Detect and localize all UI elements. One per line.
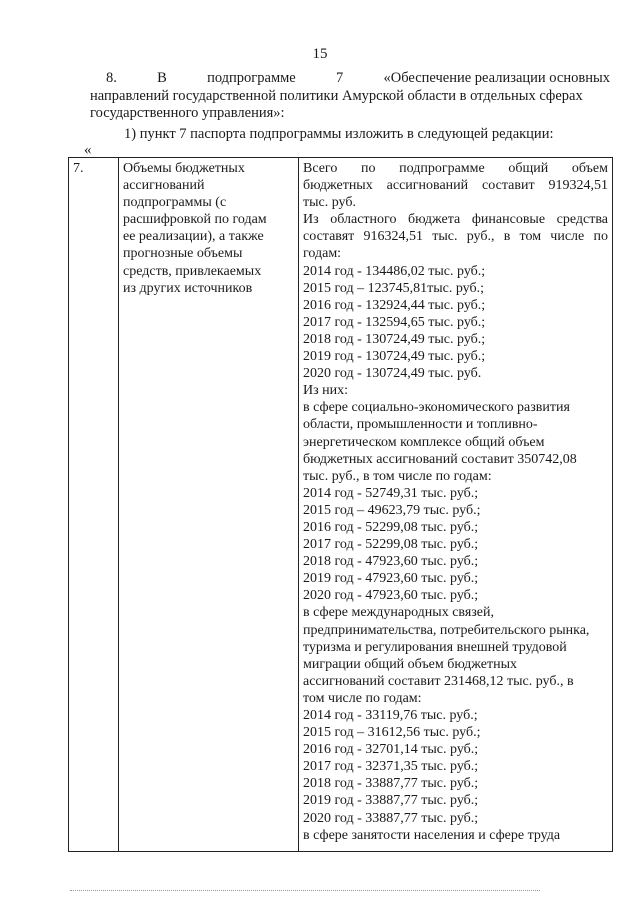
row-number: 7. [69,158,119,852]
description-line: в сфере социально-экономического развития [303,400,570,416]
name-line: подпрограммы (с [123,195,227,211]
word: 7 [336,70,344,86]
name-line: ее реализации), а также [123,229,264,245]
description-line: 2017 год - 52299,08 тыс. руб.; [303,537,479,553]
description-line: ассигнований составит 231468,12 тыс. руб., в [303,673,574,689]
name-line: расшифровкой по годам [123,212,267,228]
word: В [157,70,167,86]
description-line: 2020 год - 47923,60 тыс. руб.; [303,588,479,604]
description-line: бюджетных ассигнований составит 919324,51 [303,178,608,194]
page-number: 15 [312,46,328,62]
description-line: 2014 год - 33119,76 тыс. руб.; [303,708,478,723]
description-line: 2014 год - 52749,31 тыс. руб.; [303,485,479,501]
opening-quote: « [84,142,92,158]
word: объем [571,161,608,176]
table-row [69,158,613,852]
description-line: тыс. руб., в том числе по годам: [303,468,492,484]
name-line: ассигнований [123,178,205,194]
description-line: 2018 год - 47923,60 тыс. руб.; [303,554,479,570]
description-line: энергетическом комплексе общий объем [303,434,545,450]
row-name-cell [119,158,299,852]
description-line: 2016 год - 132924,44 тыс. руб.; [303,297,486,313]
description-line: 2019 год - 33887,77 тыс. руб.; [303,793,479,809]
description-line: 2018 год - 130724,49 тыс. руб.; [303,331,486,347]
description-line: составят 916324,51 тыс. руб., в том числе по [303,229,608,245]
description-line: бюджетных ассигнований составит 350742,08 [303,451,577,467]
description-line: 2019 год - 130724,49 тыс. руб.; [303,349,486,365]
bottom-divider [70,890,540,891]
description-line [303,160,608,177]
description-line: 2017 год - 32371,35 тыс. руб.; [303,759,479,775]
word: общий [508,161,549,176]
description-line: 2020 год - 33887,77 тыс. руб.; [303,810,479,826]
description-line: 2017 год - 132594,65 тыс. руб.; [303,314,486,330]
word: подпрограмме [399,161,485,176]
name-line: средств, привлекаемых [123,263,262,279]
description-line: 2016 год - 52299,08 тыс. руб.; [303,519,479,535]
row-description-cell [299,158,613,852]
description-line: годам: [303,246,342,262]
word: по [360,161,376,176]
paragraph-8-line-1 [106,70,610,87]
word: 8. [106,70,117,86]
description-line: миграции общий объем бюджетных [303,656,517,672]
passport-table [68,157,613,852]
paragraph-8-line-3: государственного управления»: [90,105,285,121]
description-line: 2018 год - 33887,77 тыс. руб.; [303,776,479,792]
description-line: 2015 год – 49623,79 тыс. руб.; [303,502,481,518]
description-line: 2015 год – 31612,56 тыс. руб.; [303,725,481,741]
word: подпрограмме [207,70,296,86]
name-line: Объемы бюджетных [123,161,245,176]
description-line: 2015 год – 123745,81тыс. руб.; [303,280,484,296]
word: Всего [303,161,338,176]
description-line: туризма и регулирования внешней трудовой [303,639,567,655]
description-line: в сфере занятости населения и сфере труда [303,827,561,843]
description-line: тыс. руб. [303,195,356,211]
subparagraph-1: 1) пункт 7 паспорта подпрограммы изложить в следующей редакции: [124,126,554,142]
description-line: 2019 год - 47923,60 тыс. руб.; [303,571,479,587]
description-line: том числе по годам: [303,690,422,706]
description-line: 2014 год - 134486,02 тыс. руб.; [303,263,486,279]
description-line: Из областного бюджета финансовые средства [303,212,608,228]
description-line: области, промышленности и топливно- [303,417,538,433]
name-line: прогнозные объемы [123,246,243,262]
description-line: Из них: [303,383,349,399]
description-line: 2020 год - 130724,49 тыс. руб. [303,366,482,382]
name-line: из других источников [123,280,253,296]
description-line: в сфере международных связей, [303,605,495,621]
description-line: 2016 год - 32701,14 тыс. руб.; [303,742,479,758]
description-line: предпринимательства, потребительского рынка, [303,622,590,638]
paragraph-8-line-2: направлений государственной политики Амурской области в отдельных сферах [90,88,583,104]
word: «Обеспечение реализации основных [383,70,610,86]
